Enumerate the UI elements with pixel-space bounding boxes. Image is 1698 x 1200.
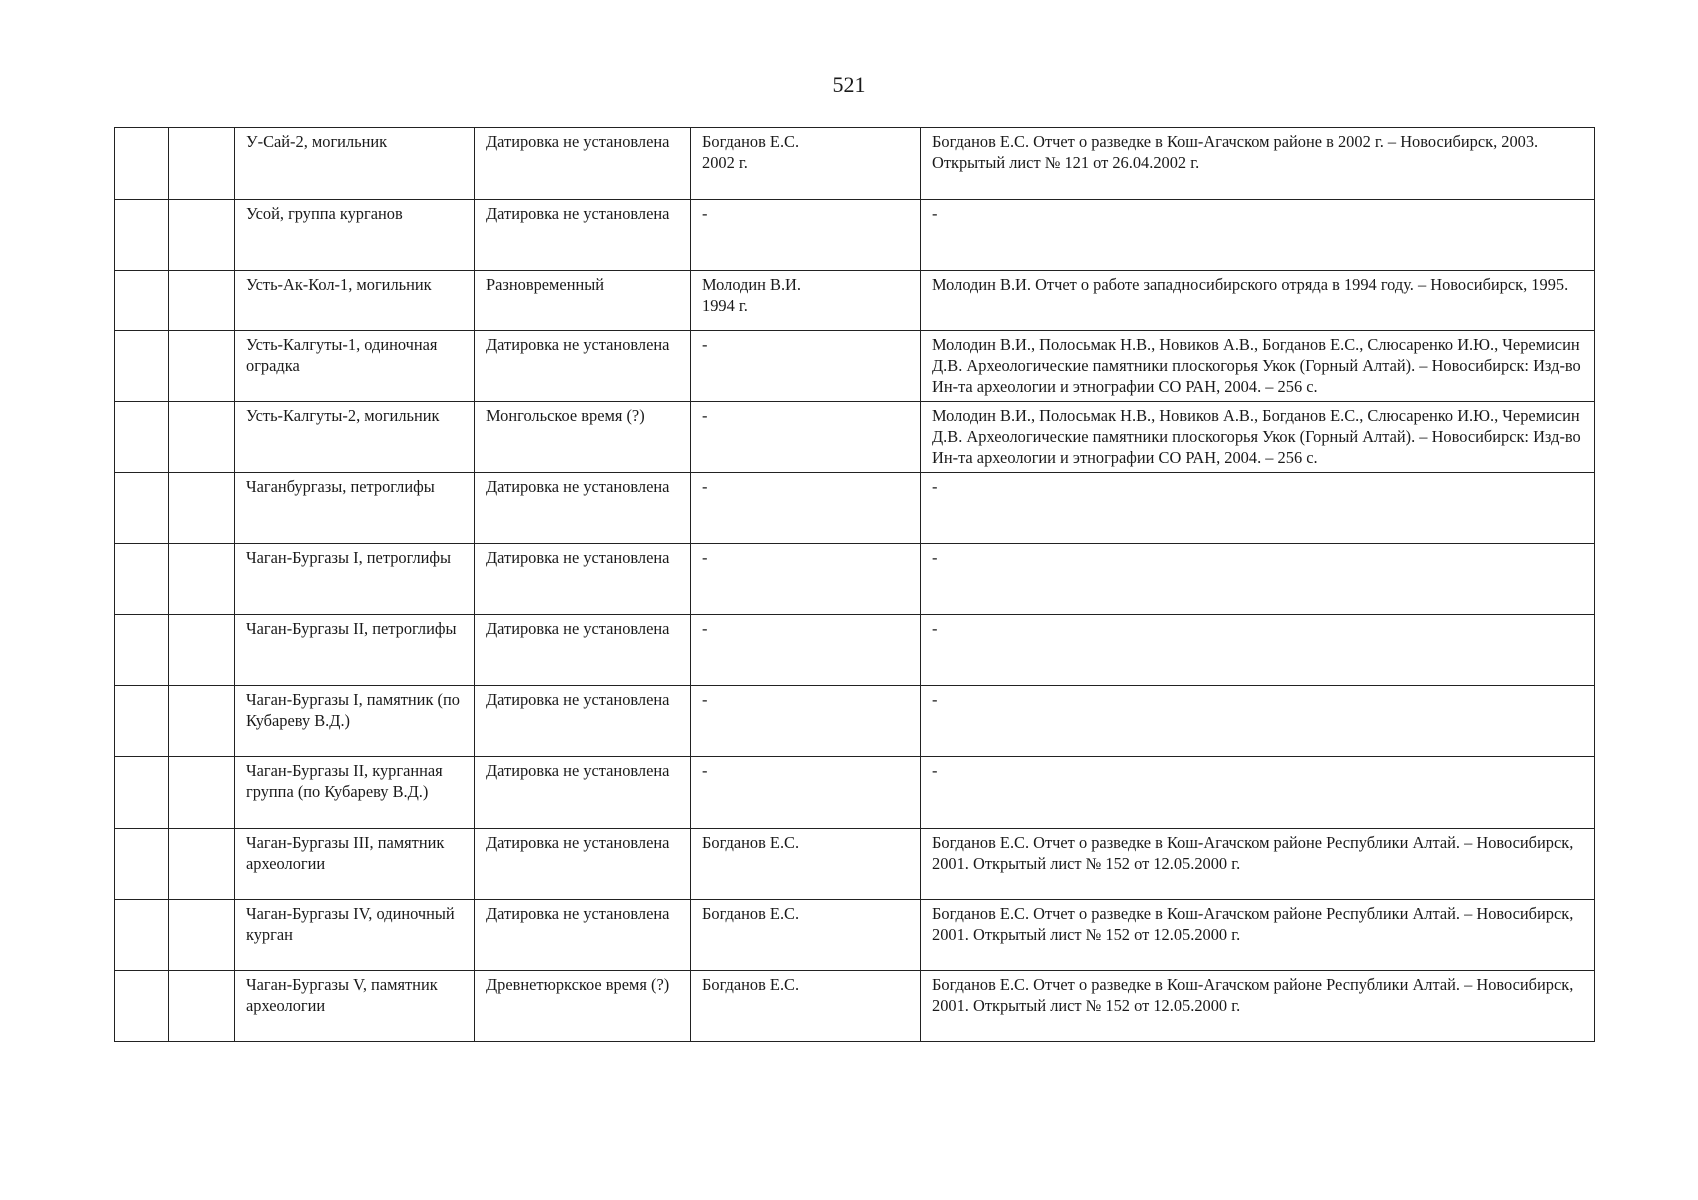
researcher-line: - bbox=[702, 761, 708, 780]
source-cell bbox=[921, 128, 1595, 200]
row-code-cell bbox=[169, 402, 235, 473]
researcher-cell bbox=[691, 544, 921, 615]
researcher-cell bbox=[691, 615, 921, 686]
researcher-line: - bbox=[702, 335, 708, 354]
dating-cell: Датировка не установлена bbox=[475, 757, 691, 829]
researcher-line: - bbox=[702, 406, 708, 425]
researcher-cell bbox=[691, 271, 921, 331]
row-code-cell bbox=[169, 757, 235, 829]
table-row bbox=[115, 900, 1595, 971]
source-line: Открытый лист № 121 от 26.04.2002 г. bbox=[932, 153, 1200, 172]
row-number-cell bbox=[115, 473, 169, 544]
source-line: Молодин В.И., Полосьмак Н.В., Новиков А.В., Богданов Е.С., Слюсаренко И.Ю., Черемисин Д.В. Археологические памятники плоскогорья Укок (Горный Алтай). – Новосибирск: Изд-во Ин-та археологии и этнографии СО РАН, 2004. – 256 с. bbox=[932, 406, 1581, 467]
source-cell bbox=[921, 271, 1595, 331]
researcher-cell bbox=[691, 473, 921, 544]
row-number-cell bbox=[115, 615, 169, 686]
dating-cell: Датировка не установлена bbox=[475, 200, 691, 271]
row-number-cell bbox=[115, 271, 169, 331]
dating-cell: Датировка не установлена bbox=[475, 473, 691, 544]
researcher-cell bbox=[691, 757, 921, 829]
page-number: 521 bbox=[832, 72, 866, 97]
monuments-table bbox=[114, 127, 1595, 1042]
source-line: Молодин В.И., Полосьмак Н.В., Новиков А.В., Богданов Е.С., Слюсаренко И.Ю., Черемисин Д.В. Археологические памятники плоскогорья Укок (Горный Алтай). – Новосибирск: Изд-во Ин-та археологии и этнографии СО РАН, 2004. – 256 с. bbox=[932, 335, 1581, 396]
table-row bbox=[115, 128, 1595, 200]
source-cell bbox=[921, 544, 1595, 615]
monument-name-cell: Усть-Калгуты-1, одиночная оградка bbox=[235, 331, 475, 402]
row-number-cell bbox=[115, 200, 169, 271]
row-code-cell bbox=[169, 900, 235, 971]
researcher-cell bbox=[691, 900, 921, 971]
source-cell bbox=[921, 200, 1595, 271]
row-number-cell bbox=[115, 900, 169, 971]
row-number-cell bbox=[115, 686, 169, 757]
table-row bbox=[115, 686, 1595, 757]
source-cell bbox=[921, 757, 1595, 829]
researcher-line: Богданов Е.С. bbox=[702, 132, 800, 151]
source-cell bbox=[921, 686, 1595, 757]
researcher-line: - bbox=[702, 548, 708, 567]
researcher-cell bbox=[691, 128, 921, 200]
source-cell bbox=[921, 473, 1595, 544]
researcher-cell bbox=[691, 200, 921, 271]
monument-name-cell: Чаган-Бургазы II, петроглифы bbox=[235, 615, 475, 686]
row-code-cell bbox=[169, 615, 235, 686]
source-cell bbox=[921, 402, 1595, 473]
table-row bbox=[115, 271, 1595, 331]
dating-cell: Датировка не установлена bbox=[475, 331, 691, 402]
row-number-cell bbox=[115, 544, 169, 615]
source-line: Богданов Е.С. Отчет о разведке в Кош-Агачском районе Республики Алтай. – Новосибирск, 2001. Открытый лист № 152 от 12.05.2000 г. bbox=[932, 833, 1574, 873]
researcher-line: Богданов Е.С. bbox=[702, 833, 800, 852]
row-code-cell bbox=[169, 271, 235, 331]
row-code-cell bbox=[169, 829, 235, 900]
table-row bbox=[115, 402, 1595, 473]
dating-cell: Датировка не установлена bbox=[475, 686, 691, 757]
monument-name-cell: Усть-Калгуты-2, могильник bbox=[235, 402, 475, 473]
monument-name-cell: Чаган-Бургазы IV, одиночный курган bbox=[235, 900, 475, 971]
researcher-line: - bbox=[702, 619, 708, 638]
monument-name-cell: У-Сай-2, могильник bbox=[235, 128, 475, 200]
researcher-line: - bbox=[702, 690, 708, 709]
dating-cell: Датировка не установлена bbox=[475, 829, 691, 900]
row-code-cell bbox=[169, 331, 235, 402]
table-row bbox=[115, 615, 1595, 686]
row-number-cell bbox=[115, 829, 169, 900]
table-row bbox=[115, 473, 1595, 544]
monument-name-cell: Чаган-Бургазы I, памятник (по Кубареву В.Д.) bbox=[235, 686, 475, 757]
dating-cell: Монгольское время (?) bbox=[475, 402, 691, 473]
monument-name-cell: Чаган-Бургазы II, курганная группа (по Кубареву В.Д.) bbox=[235, 757, 475, 829]
monument-name-cell: Чаган-Бургазы I, петроглифы bbox=[235, 544, 475, 615]
dating-cell: Древнетюркское время (?) bbox=[475, 971, 691, 1042]
table-row bbox=[115, 757, 1595, 829]
row-code-cell bbox=[169, 473, 235, 544]
dating-cell: Датировка не установлена bbox=[475, 544, 691, 615]
table-row bbox=[115, 544, 1595, 615]
table-row bbox=[115, 331, 1595, 402]
researcher-cell bbox=[691, 971, 921, 1042]
source-line: - bbox=[932, 761, 938, 780]
source-line: - bbox=[932, 619, 938, 638]
researcher-cell bbox=[691, 829, 921, 900]
dating-cell: Датировка не установлена bbox=[475, 128, 691, 200]
monument-name-cell: Усой, группа курганов bbox=[235, 200, 475, 271]
researcher-line: - bbox=[702, 204, 708, 223]
researcher-line: Молодин В.И. bbox=[702, 275, 801, 294]
table-row bbox=[115, 200, 1595, 271]
monument-name-cell: Усть-Ак-Кол-1, могильник bbox=[235, 271, 475, 331]
researcher-line: Богданов Е.С. bbox=[702, 975, 800, 994]
row-number-cell bbox=[115, 757, 169, 829]
source-cell bbox=[921, 829, 1595, 900]
monument-name-cell: Чаган-Бургазы III, памятник археологии bbox=[235, 829, 475, 900]
source-line: - bbox=[932, 690, 938, 709]
monument-name-cell: Чаган-Бургазы V, памятник археологии bbox=[235, 971, 475, 1042]
source-cell bbox=[921, 971, 1595, 1042]
monument-name-cell: Чаганбургазы, петроглифы bbox=[235, 473, 475, 544]
dating-cell: Датировка не установлена bbox=[475, 900, 691, 971]
source-line: Богданов Е.С. Отчет о разведке в Кош-Агачском районе Республики Алтай. – Новосибирск, 2001. Открытый лист № 152 от 12.05.2000 г. bbox=[932, 904, 1574, 944]
row-code-cell bbox=[169, 200, 235, 271]
row-code-cell bbox=[169, 544, 235, 615]
row-number-cell bbox=[115, 331, 169, 402]
researcher-line: 2002 г. bbox=[702, 153, 748, 172]
researcher-line: Богданов Е.С. bbox=[702, 904, 800, 923]
source-cell bbox=[921, 331, 1595, 402]
researcher-cell bbox=[691, 331, 921, 402]
researcher-line: 1994 г. bbox=[702, 296, 748, 315]
researcher-cell bbox=[691, 402, 921, 473]
source-cell bbox=[921, 615, 1595, 686]
table-row bbox=[115, 971, 1595, 1042]
source-line: Молодин В.И. Отчет о работе западносибирского отряда в 1994 году. – Новосибирск, 1995. bbox=[932, 275, 1569, 294]
row-code-cell bbox=[169, 128, 235, 200]
row-number-cell bbox=[115, 971, 169, 1042]
dating-cell: Датировка не установлена bbox=[475, 615, 691, 686]
source-line: - bbox=[932, 477, 938, 496]
table-body bbox=[115, 128, 1595, 1042]
row-code-cell bbox=[169, 971, 235, 1042]
researcher-line: - bbox=[702, 477, 708, 496]
source-line: Богданов Е.С. Отчет о разведке в Кош-Агачском районе Республики Алтай. – Новосибирск, 2001. Открытый лист № 152 от 12.05.2000 г. bbox=[932, 975, 1574, 1015]
source-cell bbox=[921, 900, 1595, 971]
researcher-cell bbox=[691, 686, 921, 757]
row-number-cell bbox=[115, 128, 169, 200]
row-code-cell bbox=[169, 686, 235, 757]
row-number-cell bbox=[115, 402, 169, 473]
dating-cell: Разновременный bbox=[475, 271, 691, 331]
table-row bbox=[115, 829, 1595, 900]
source-line: - bbox=[932, 548, 938, 567]
source-line: Богданов Е.С. Отчет о разведке в Кош-Агачском районе в 2002 г. – Новосибирск, 2003. bbox=[932, 132, 1539, 151]
source-line: - bbox=[932, 204, 938, 223]
